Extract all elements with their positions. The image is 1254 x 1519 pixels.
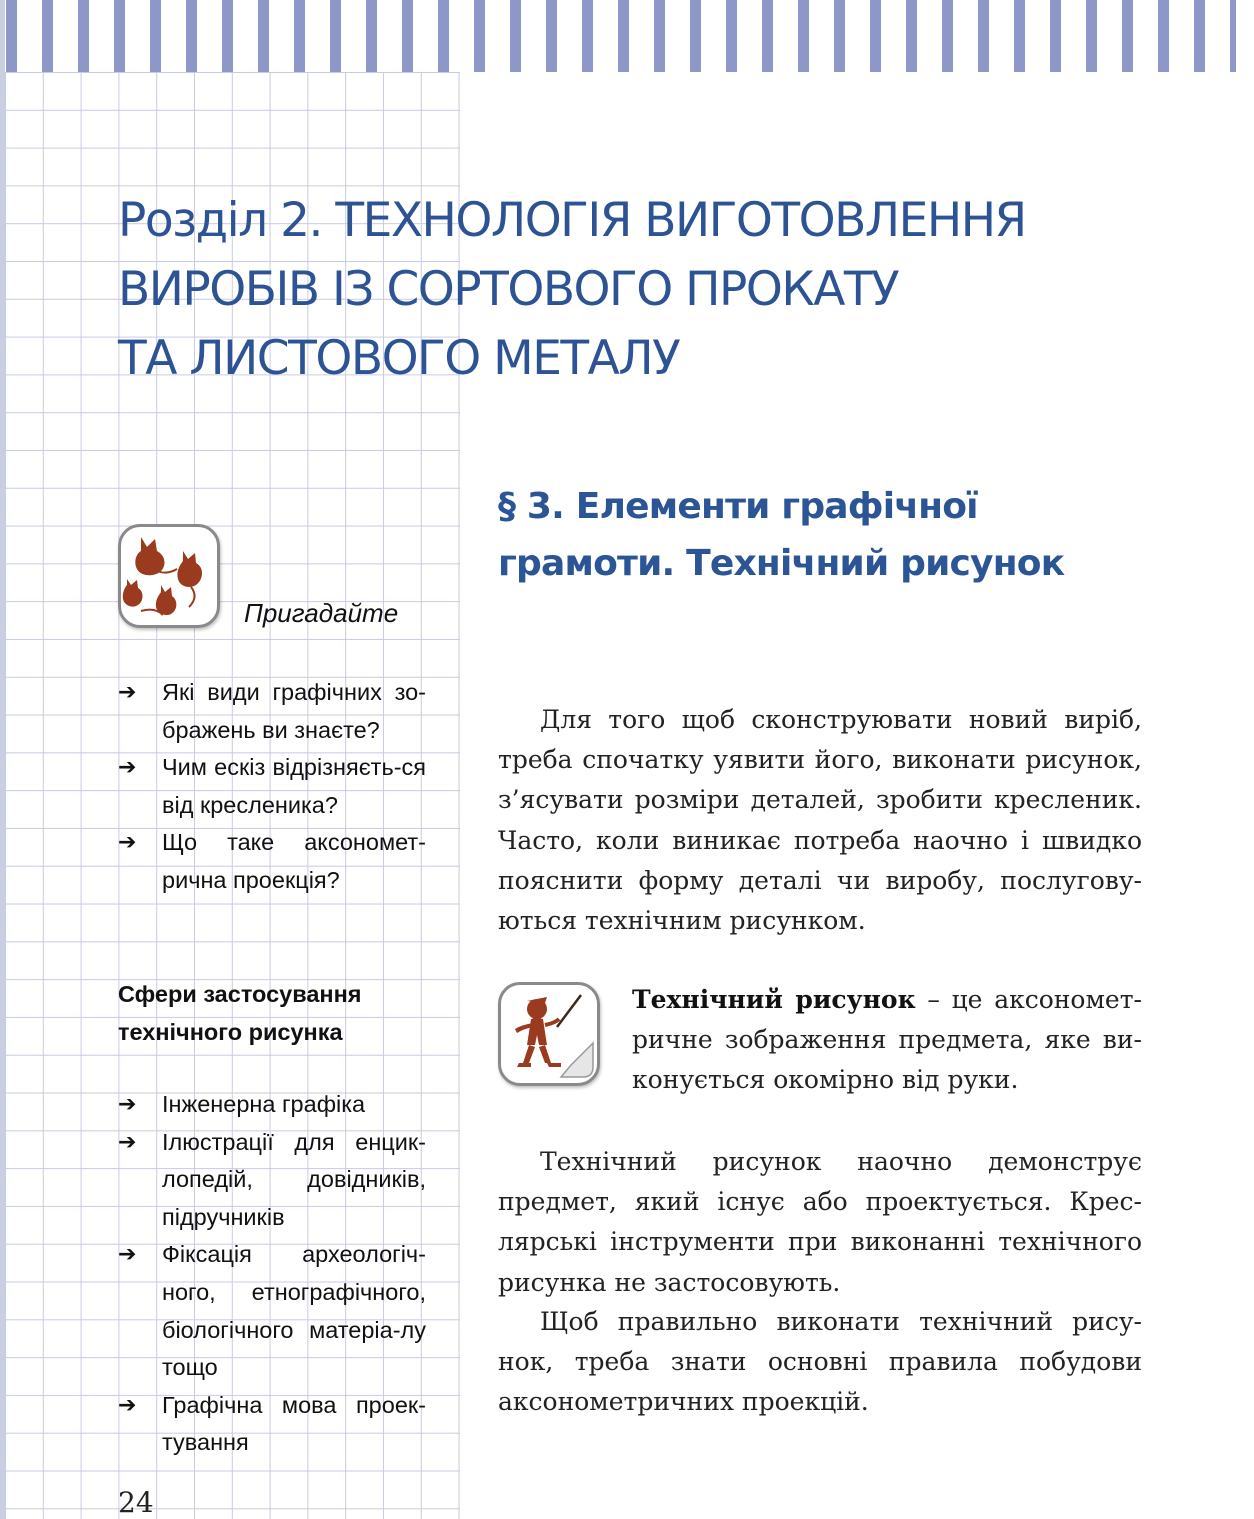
teacher-pointer-icon	[498, 982, 600, 1086]
sphere-text: Фіксація археологіч-ного, етнографічного, біологічного матеріа-лу тощо	[162, 1241, 426, 1381]
arrow-icon: ➔	[118, 755, 137, 781]
spheres-title-line: технічного рисунка	[118, 1018, 343, 1045]
section-title-line: ТА ЛИСТОВОГО МЕТАЛУ	[118, 331, 680, 386]
list-item	[118, 1236, 426, 1386]
paragraph-heading-line: § 3. Елементи графічної	[498, 486, 978, 527]
arrow-icon: ➔	[118, 680, 137, 705]
decorative-stripe-band	[6, 0, 1236, 72]
list-item	[118, 674, 426, 749]
section-title-line: Розділ 2. ТЕХНОЛОГІЯ ВИГОТОВЛЕННЯ	[118, 193, 1026, 248]
list-item	[118, 749, 426, 824]
arrow-icon: ➔	[118, 1392, 137, 1418]
list-item	[118, 824, 426, 899]
sphere-text: Інженерна графіка	[162, 1091, 366, 1117]
list-item	[118, 1124, 426, 1237]
paragraph-heading	[498, 478, 1178, 592]
arrow-icon: ➔	[118, 830, 137, 856]
list-item	[118, 1086, 426, 1124]
spheres-list	[118, 1086, 426, 1462]
definition-text	[632, 980, 1142, 1101]
paragraph-heading-line: грамоти. Технічний рисунок	[498, 543, 1065, 584]
body-paragraph: Щоб правильно виконати технічний рису-нок, треба знати основні правила побудови аксонометричних проекцій.	[498, 1307, 1142, 1417]
sphere-text: Графічна мова проек-тування	[162, 1391, 426, 1456]
arrow-icon: ➔	[118, 1092, 137, 1117]
spheres-title-line: Сфери застосування	[118, 981, 362, 1007]
question-text: Що таке аксономет-рична проекція?	[162, 829, 426, 893]
arrow-icon: ➔	[118, 1242, 137, 1268]
section-title-line: ВИРОБІВ ІЗ СОРТОВОГО ПРОКАТУ	[118, 262, 899, 317]
page-number: 24	[118, 1486, 154, 1519]
definition-term: Технічний рисунок	[632, 985, 916, 1014]
question-text: Чим ескіз відрізняєть-ся від кресленика?	[162, 754, 426, 818]
recall-questions-list	[118, 674, 426, 900]
body-paragraph: Для того щоб сконструювати новий виріб, треба спочатку уявити його, виконати рисунок, з’ясувати розміри деталей, зробити кресленик. Часто, коли виникає потреба наочно і швидко пояснити форму деталі чи виробу, послугову-ються технічним рисунком.	[498, 705, 1142, 936]
definition-body: – це аксономет-ричне зображення предмета, яке ви-конується окомірно від руки.	[632, 985, 1143, 1095]
section-title	[118, 186, 1198, 393]
sphere-text: Ілюстрації для енцик-лопедій, довідників, підручників	[162, 1128, 426, 1230]
cats-thinking-icon	[118, 524, 220, 628]
spheres-title	[118, 976, 438, 1051]
arrow-icon: ➔	[118, 1129, 137, 1155]
body-paragraph: Технічний рисунок наочно демонструє предмет, який існує або проектується. Крес-лярські інструменти при виконанні технічного рисунка не застосовують.	[498, 1147, 1142, 1297]
list-item	[118, 1387, 426, 1462]
recall-label: Пригадайте	[244, 598, 399, 628]
question-text: Які види графічних зо-бражень ви знаєте?	[162, 679, 426, 743]
